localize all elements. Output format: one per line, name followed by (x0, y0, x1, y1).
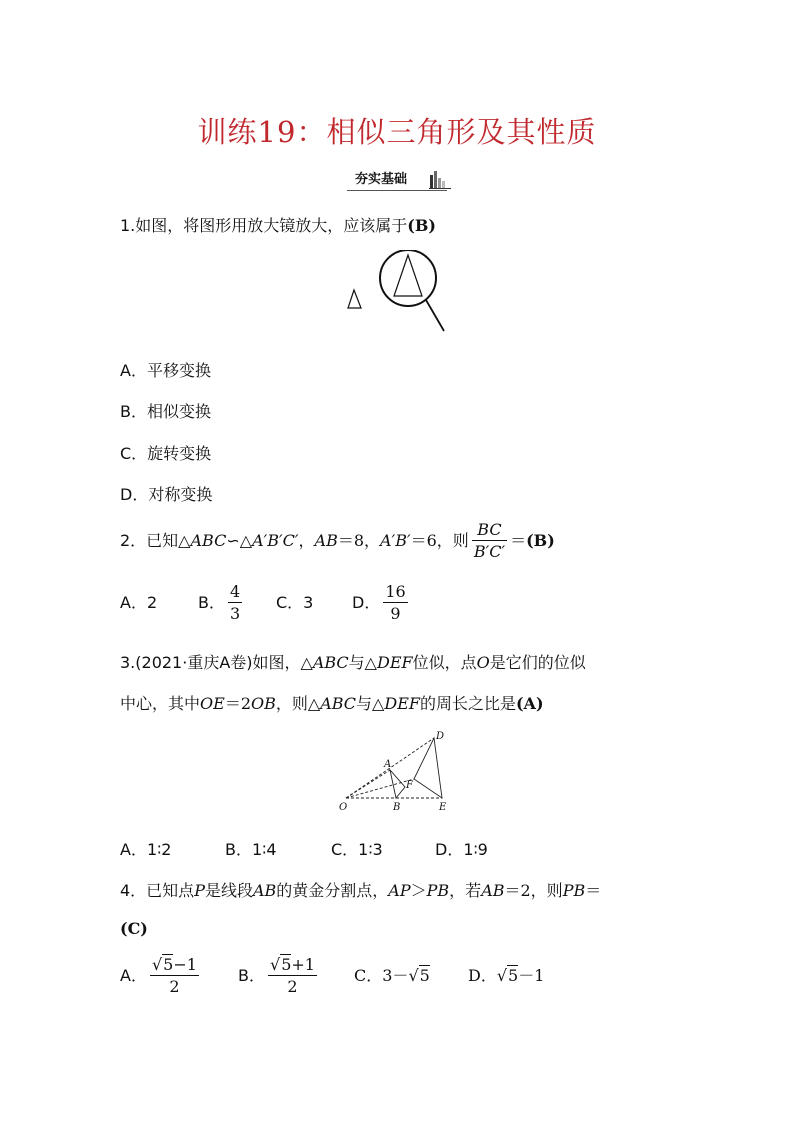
q3-stem-line-2: 中心，其中OE＝2OB，则△ABC与△DEF的周长之比是(A) (120, 694, 544, 713)
q3-option-a: A．1∶2 (120, 840, 172, 859)
page-title: 训练19：相似三角形及其性质 (197, 115, 597, 149)
lens-circle (380, 250, 436, 306)
q1-option-b: B．相似变换 (120, 402, 211, 421)
label-b: B (393, 802, 401, 813)
lens-handle (426, 300, 444, 331)
small-triangle (348, 290, 361, 308)
label-a: A (384, 759, 392, 770)
q2-fraction: $\frac{BC}{B'C'}$ (473, 520, 506, 561)
q1-option-c: C．旋转变换 (120, 444, 212, 463)
q2-option-c: C．3 (276, 593, 314, 612)
q2-stem: 2．已知△ABC∽△A′B′C′，AB＝8，A′B′＝6，则 $\frac{BC}{B'C'}$ ＝(B) (120, 520, 555, 561)
label-f: F (406, 780, 413, 791)
building-icon (429, 171, 451, 189)
q1-stem: 1.如图，将图形用放大镜放大，应该属于(B) (120, 216, 436, 235)
q1-option-a: A．平移变换 (120, 361, 211, 380)
q1-option-d: D．对称变换 (120, 485, 213, 504)
enlarged-triangle (394, 255, 422, 296)
q4-option-b: B． $\frac{√5+1}{2}$ (238, 955, 315, 996)
q3-stem-line-1: 3.(2021·重庆A卷)如图，△ABC与△DEF位似，点O是它们的位似 (120, 653, 586, 672)
section-heading: 夯实基础 (355, 168, 407, 190)
section-underline (347, 190, 447, 191)
q4-options (120, 955, 544, 998)
q4-option-d: D．√5－1 (468, 966, 545, 985)
q2-options (120, 582, 411, 625)
label-d: D (436, 731, 445, 742)
q4-option-a: A． $\frac{√5-1}{2}$ (120, 955, 197, 996)
label-o: O (339, 802, 348, 813)
label-e: E (439, 802, 447, 813)
q1-magnifier-figure (340, 250, 450, 336)
q4-answer: (C) (120, 919, 148, 938)
q4-option-c: C．3－√5 (354, 966, 430, 985)
q2-option-b: B． $\frac{4}{3}$ (198, 582, 241, 623)
q3-option-d: D．1∶9 (435, 840, 488, 859)
q4-stem-line-1: 4．已知点P是线段AB的黄金分割点，AP＞PB，若AB＝2，则PB＝ (120, 881, 602, 900)
q3-options (120, 837, 488, 860)
q3-option-b: B．1∶4 (225, 840, 277, 859)
q3-homothety-figure (338, 730, 458, 814)
q2-option-a: A．2 (120, 593, 158, 612)
q3-option-c: C．1∶3 (331, 840, 383, 859)
q2-option-d: D． $\frac{16}{9}$ (352, 582, 406, 623)
